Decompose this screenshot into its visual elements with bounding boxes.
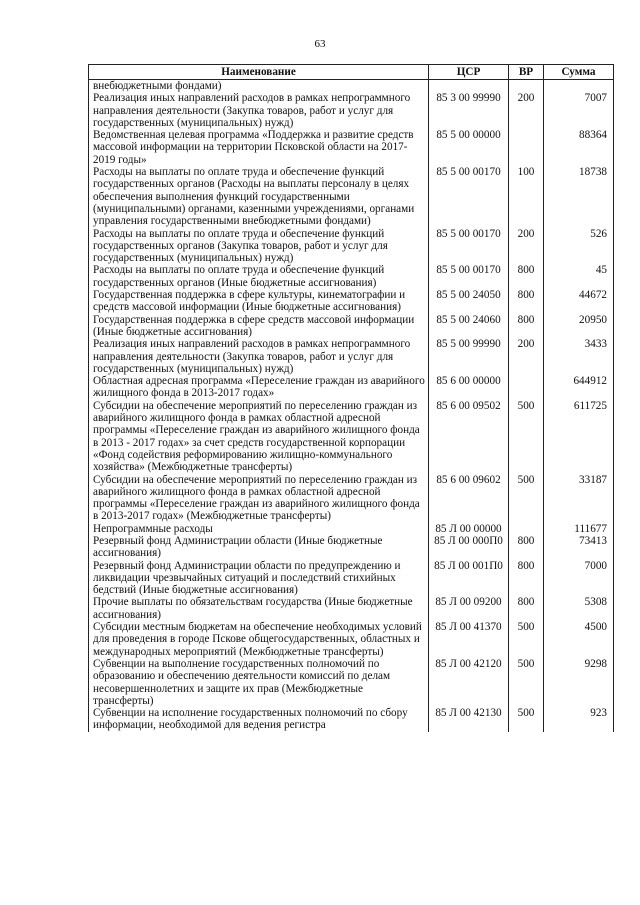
row-vr-cell [509,80,544,93]
row-sum-cell: 4500 [544,621,614,658]
row-csr-cell: 85 Л 00 00000 [429,523,509,535]
row-csr-cell: 85 5 00 00170 [429,166,509,227]
row-csr-cell: 85 Л 00 42120 [429,658,509,707]
table-row [89,228,614,265]
row-sum-cell: 7000 [544,560,614,597]
row-name-cell: внебюджетными фондами) [89,80,429,93]
table-header-row [89,65,614,80]
row-sum-cell: 9298 [544,658,614,707]
row-sum-cell: 3433 [544,338,614,375]
row-name-cell: Субсидии на обеспечение мероприятий по переселению граждан из аварийного жилищного фонда в рамках областной адресной программы «Переселение граждан из аварийного жилищного фонда в 2013 - 2017 годах» за счет средств государственной корпорации «Фонд содействия реформированию жилищно-коммунального хозяйства» (Межбюджетные трансферты) [89,400,429,474]
row-sum-cell: 526 [544,228,614,265]
table-row [89,400,614,474]
row-vr-cell: 500 [509,707,544,732]
row-vr-cell: 200 [509,92,544,129]
table-row [89,707,614,732]
row-name-cell: Расходы на выплаты по оплате труда и обеспечение функций государственных органов (Расходы на выплаты персоналу в целях обеспечения выполнения функций государственными (муниципальными) органами, казенными учреждениями, органами управления государственными внебюджетными фондами) [89,166,429,227]
row-vr-cell [509,523,544,535]
row-sum-cell: 5308 [544,596,614,621]
row-csr-cell: 85 5 00 00170 [429,264,509,289]
row-sum-cell: 18738 [544,166,614,227]
table-header [89,65,614,80]
row-csr-cell: 85 5 00 00000 [429,129,509,166]
row-sum-cell: 111677 [544,523,614,535]
table-row [89,535,614,560]
row-vr-cell: 500 [509,658,544,707]
table-row [89,289,614,314]
row-name-cell: Резервный фонд Администрации области по предупреждению и ликвидации чрезвычайных ситуаций и последствий стихийных бедствий (Иные бюджетные ассигнования) [89,560,429,597]
row-name-cell: Прочие выплаты по обязательствам государства (Иные бюджетные ассигнования) [89,596,429,621]
row-name-cell: Государственная поддержка в сфере культуры, кинематографии и средств массовой информации (Иные бюджетные ассигнования) [89,289,429,314]
row-vr-cell: 800 [509,289,544,314]
row-sum-cell: 7007 [544,92,614,129]
row-name-cell: Резервный фонд Администрации области (Иные бюджетные ассигнования) [89,535,429,560]
row-name-cell: Расходы на выплаты по оплате труда и обеспечение функций государственных органов (Закупка товаров, работ и услуг для государственных (муниципальных) нужд) [89,228,429,265]
row-vr-cell: 800 [509,596,544,621]
table-row [89,523,614,535]
table-row [89,314,614,339]
row-sum-cell: 88364 [544,129,614,166]
row-vr-cell [509,129,544,166]
row-vr-cell: 200 [509,338,544,375]
table-row [89,92,614,129]
row-vr-cell: 800 [509,264,544,289]
row-vr-cell [509,375,544,400]
table-row [89,560,614,597]
table-row [89,264,614,289]
row-csr-cell: 85 Л 00 41370 [429,621,509,658]
row-vr-cell: 800 [509,560,544,597]
row-sum-cell: 45 [544,264,614,289]
row-name-cell: Ведомственная целевая программа «Поддержка и развитие средств массовой информации на территории Псковской области на 2017-2019 годы» [89,129,429,166]
row-sum-cell: 611725 [544,400,614,474]
column-header-sum: Сумма [544,65,614,80]
table-body [89,80,614,732]
row-vr-cell: 800 [509,535,544,560]
row-sum-cell [544,80,614,93]
table-row [89,474,614,523]
row-name-cell: Реализация иных направлений расходов в рамках непрограммного направления деятельности (Закупка товаров, работ и услуг для государственных (муниципальных) нужд) [89,92,429,129]
row-csr-cell: 85 5 00 99990 [429,338,509,375]
row-sum-cell: 73413 [544,535,614,560]
table-row [89,129,614,166]
row-csr-cell: 85 3 00 99990 [429,92,509,129]
row-name-cell: Субсидии местным бюджетам на обеспечение необходимых условий для проведения в городе Пскове общегосударственных, областных и международных мероприятий (Межбюджетные трансферты) [89,621,429,658]
row-vr-cell: 800 [509,314,544,339]
row-name-cell: Субсидии на обеспечение мероприятий по переселению граждан из аварийного жилищного фонда в рамках областной адресной программы «Переселение граждан из аварийного жилищного фонда в 2013-2017 годах» (Межбюджетные трансферты) [89,474,429,523]
row-csr-cell: 85 Л 00 000П0 [429,535,509,560]
row-vr-cell: 100 [509,166,544,227]
row-csr-cell: 85 5 00 24050 [429,289,509,314]
row-name-cell: Государственная поддержка в сфере средств массовой информации (Иные бюджетные ассигнования) [89,314,429,339]
column-header-name: Наименование [89,65,429,80]
row-vr-cell: 500 [509,621,544,658]
budget-table [88,64,614,732]
table-row [89,596,614,621]
table-row [89,338,614,375]
row-name-cell: Непрограммные расходы [89,523,429,535]
row-csr-cell [429,80,509,93]
row-sum-cell: 923 [544,707,614,732]
row-sum-cell: 44672 [544,289,614,314]
row-vr-cell: 500 [509,474,544,523]
table-row [89,166,614,227]
row-csr-cell: 85 6 00 09502 [429,400,509,474]
row-name-cell: Областная адресная программа «Переселение граждан из аварийного жилищного фонда в 2013-2017 годах» [89,375,429,400]
row-sum-cell: 20950 [544,314,614,339]
table-row [89,621,614,658]
row-name-cell: Реализация иных направлений расходов в рамках непрограммного направления деятельности (Закупка товаров, работ и услуг для государственных (муниципальных) нужд) [89,338,429,375]
row-csr-cell: 85 Л 00 09200 [429,596,509,621]
column-header-vr: ВР [509,65,544,80]
row-sum-cell: 644912 [544,375,614,400]
row-sum-cell: 33187 [544,474,614,523]
page-number: 63 [314,38,326,50]
row-name-cell: Расходы на выплаты по оплате труда и обеспечение функций государственных органов (Иные бюджетные ассигнования) [89,264,429,289]
row-vr-cell: 200 [509,228,544,265]
row-csr-cell: 85 Л 00 001П0 [429,560,509,597]
row-name-cell: Субвенции на исполнение государственных полномочий по сбору информации, необходимой для ведения регистра [89,707,429,732]
table-row [89,80,614,93]
column-header-csr: ЦСР [429,65,509,80]
row-vr-cell: 500 [509,400,544,474]
row-csr-cell: 85 5 00 24060 [429,314,509,339]
table-row [89,375,614,400]
row-csr-cell: 85 Л 00 42130 [429,707,509,732]
row-csr-cell: 85 6 00 09602 [429,474,509,523]
table-row [89,658,614,707]
row-name-cell: Субвенции на выполнение государственных полномочий по образованию и обеспечению деятельности комиссий по делам несовершеннолетних и защите их прав (Межбюджетные трансферты) [89,658,429,707]
row-csr-cell: 85 6 00 00000 [429,375,509,400]
row-csr-cell: 85 5 00 00170 [429,228,509,265]
